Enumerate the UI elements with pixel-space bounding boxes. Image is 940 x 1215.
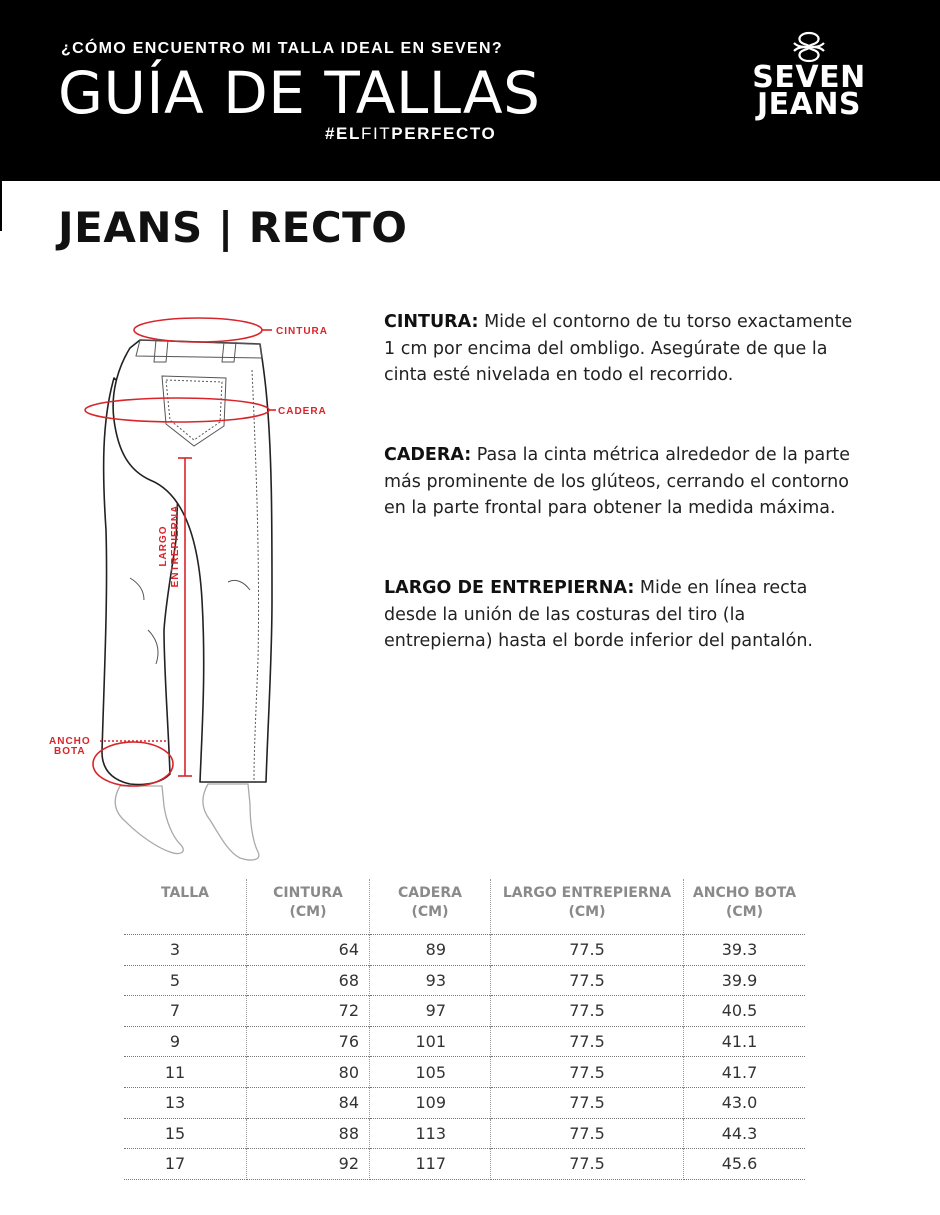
hip-description bbox=[384, 442, 854, 522]
cell-cadera: 101 bbox=[370, 1026, 491, 1057]
header-largo-label: LARGO ENTREPIERNA bbox=[502, 885, 672, 901]
cell-cadera: 117 bbox=[370, 1149, 491, 1180]
hip-label: CADERA bbox=[278, 406, 327, 417]
cell-ancho-bota: 45.6 bbox=[684, 1149, 806, 1180]
cell-cadera: 97 bbox=[370, 996, 491, 1027]
table-row bbox=[124, 1087, 805, 1118]
jeans-illustration bbox=[40, 300, 360, 870]
header-ancho-label: ANCHO BOTA bbox=[692, 885, 797, 901]
brand-emblem-icon bbox=[784, 30, 834, 64]
cell-largo-entrepierna: 77.5 bbox=[491, 965, 684, 996]
inseam-description bbox=[384, 575, 854, 655]
header-talla-label: TALLA bbox=[161, 885, 209, 901]
cell-ancho-bota: 39.9 bbox=[684, 965, 806, 996]
table-row bbox=[124, 965, 805, 996]
table-row bbox=[124, 1026, 805, 1057]
header-cintura-unit: (CM) bbox=[289, 904, 327, 920]
cell-largo-entrepierna: 77.5 bbox=[491, 935, 684, 966]
table-header-row bbox=[124, 879, 805, 935]
cell-cadera: 105 bbox=[370, 1057, 491, 1088]
table-row bbox=[124, 1057, 805, 1088]
hashtag-suffix: PERFECTO bbox=[391, 124, 497, 143]
left-edge-mark bbox=[0, 181, 2, 231]
header-banner bbox=[0, 0, 940, 181]
cell-cintura: 84 bbox=[247, 1087, 370, 1118]
table-row bbox=[124, 996, 805, 1027]
header-cintura-label: CINTURA bbox=[273, 885, 343, 901]
cell-talla: 11 bbox=[124, 1057, 247, 1088]
cell-largo-entrepierna: 77.5 bbox=[491, 1057, 684, 1088]
cell-cintura: 68 bbox=[247, 965, 370, 996]
cell-largo-entrepierna: 77.5 bbox=[491, 1026, 684, 1057]
hem-label-line2: BOTA bbox=[54, 746, 86, 757]
waist-ellipse bbox=[134, 318, 262, 342]
cell-largo-entrepierna: 77.5 bbox=[491, 1087, 684, 1118]
right-foot bbox=[203, 784, 259, 860]
cell-cintura: 72 bbox=[247, 996, 370, 1027]
table-row bbox=[124, 1149, 805, 1180]
cell-largo-entrepierna: 77.5 bbox=[491, 1118, 684, 1149]
header-largo-entrepierna bbox=[491, 879, 684, 935]
cell-cadera: 109 bbox=[370, 1087, 491, 1118]
header-question: ¿CÓMO ENCUENTRO MI TALLA IDEAL EN SEVEN? bbox=[61, 40, 503, 57]
cell-talla: 5 bbox=[124, 965, 247, 996]
cell-largo-entrepierna: 77.5 bbox=[491, 996, 684, 1027]
size-table-body bbox=[124, 935, 805, 1180]
header-talla bbox=[124, 879, 247, 935]
cell-cintura: 92 bbox=[247, 1149, 370, 1180]
cell-ancho-bota: 40.5 bbox=[684, 996, 806, 1027]
header-largo-unit: (CM) bbox=[568, 904, 606, 920]
header-cadera bbox=[370, 879, 491, 935]
table-row bbox=[124, 935, 805, 966]
size-table bbox=[124, 879, 805, 1180]
cell-talla: 9 bbox=[124, 1026, 247, 1057]
cell-ancho-bota: 41.1 bbox=[684, 1026, 806, 1057]
inseam-text: Mide en línea recta desde la unión de las costuras del tiro (la entrepierna) hasta el borde inferior del pantalón. bbox=[384, 578, 813, 652]
seven-jeans-logo bbox=[744, 30, 874, 126]
section-title: JEANS | RECTO bbox=[58, 203, 408, 252]
hashtag-prefix: #EL bbox=[325, 124, 361, 143]
hem-label-line1: ANCHO bbox=[49, 736, 91, 747]
cell-ancho-bota: 43.0 bbox=[684, 1087, 806, 1118]
cell-cintura: 88 bbox=[247, 1118, 370, 1149]
waist-description bbox=[384, 309, 854, 389]
cell-cintura: 64 bbox=[247, 935, 370, 966]
cell-ancho-bota: 44.3 bbox=[684, 1118, 806, 1149]
inseam-term: LARGO DE ENTREPIERNA: bbox=[384, 578, 635, 598]
cell-talla: 7 bbox=[124, 996, 247, 1027]
jeans-diagram bbox=[40, 300, 360, 870]
table-row bbox=[124, 1118, 805, 1149]
hashtag bbox=[325, 124, 496, 144]
page-title: GUÍA DE TALLAS bbox=[58, 59, 541, 127]
cell-talla: 3 bbox=[124, 935, 247, 966]
hashtag-mid: FIT bbox=[360, 124, 392, 143]
waist-term: CINTURA: bbox=[384, 312, 479, 332]
cell-cintura: 80 bbox=[247, 1057, 370, 1088]
header-cadera-unit: (CM) bbox=[411, 904, 449, 920]
cell-talla: 13 bbox=[124, 1087, 247, 1118]
cell-ancho-bota: 41.7 bbox=[684, 1057, 806, 1088]
cell-talla: 15 bbox=[124, 1118, 247, 1149]
cell-ancho-bota: 39.3 bbox=[684, 935, 806, 966]
inseam-label-line1: LARGO bbox=[158, 525, 169, 567]
hip-text: Pasa la cinta métrica alrededor de la parte más prominente de los glúteos, cerrando el contorno en la parte frontal para obtener la medida máxima. bbox=[384, 445, 851, 519]
header-cadera-label: CADERA bbox=[398, 885, 462, 901]
header-cintura bbox=[247, 879, 370, 935]
cell-cintura: 76 bbox=[247, 1026, 370, 1057]
cell-largo-entrepierna: 77.5 bbox=[491, 1149, 684, 1180]
waist-text: Mide el contorno de tu torso exactamente 1 cm por encima del ombligo. Asegúrate de que la cinta esté nivelada en todo el recorrido. bbox=[384, 312, 853, 386]
header-ancho-bota bbox=[684, 879, 806, 935]
hip-term: CADERA: bbox=[384, 445, 472, 465]
cell-cadera: 89 bbox=[370, 935, 491, 966]
header-ancho-unit: (CM) bbox=[725, 904, 763, 920]
left-foot bbox=[115, 786, 183, 854]
inseam-label-line2: ENTREPIERNA bbox=[170, 504, 181, 588]
brand-name-line1: SEVEN bbox=[752, 60, 866, 95]
cell-cadera: 113 bbox=[370, 1118, 491, 1149]
waist-label: CINTURA bbox=[276, 326, 328, 337]
brand-name-line2: JEANS bbox=[756, 87, 862, 122]
cell-cadera: 93 bbox=[370, 965, 491, 996]
cell-talla: 17 bbox=[124, 1149, 247, 1180]
